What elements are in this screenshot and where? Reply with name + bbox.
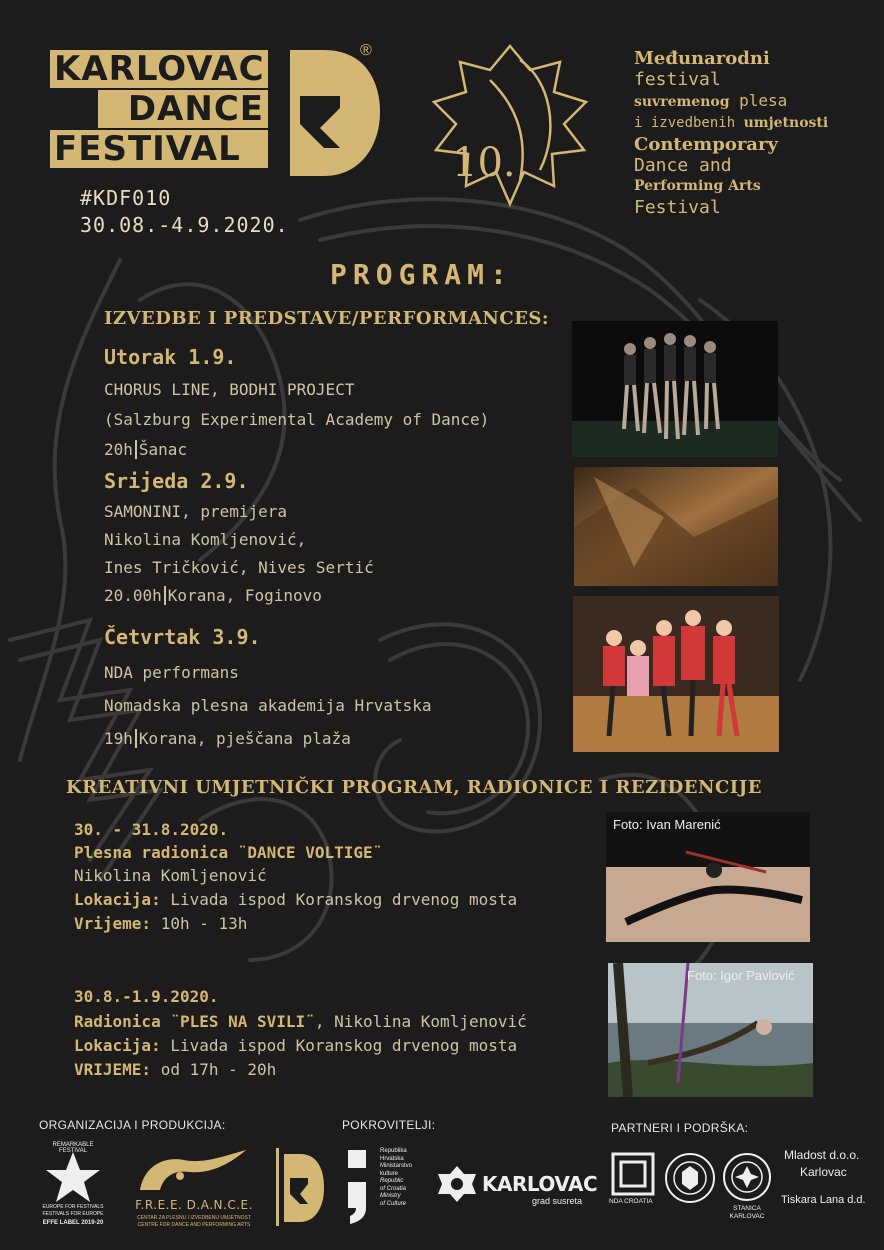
- day-3-line-1: NDA performans: [104, 663, 239, 682]
- ws1-title: Plesna radionica ¨DANCE VOLTIGE¨: [74, 843, 383, 862]
- day-2-line-2: Nikolina Komljenović,: [104, 530, 307, 549]
- ministry-logo-icon: [344, 1148, 374, 1224]
- day-2-line-1: SAMONINI, premijera: [104, 502, 288, 521]
- ws2-dates: 30.8.-1.9.2020.: [74, 987, 219, 1006]
- effe-line-4: EFFE LABEL 2019-20: [42, 1220, 104, 1226]
- day-1-line-1: CHORUS LINE, BODHI PROJECT: [104, 380, 355, 399]
- day-3-title: Četvrtak 3.9.: [104, 625, 261, 649]
- ws2-time: VRIJEME: od 17h - 20h: [74, 1060, 277, 1079]
- fest-line-1: Međunarodni: [634, 48, 770, 69]
- photo-samonini: [574, 467, 778, 586]
- sponsor-mladost-city: Karlovac: [800, 1165, 847, 1179]
- stanica-text: STANICA KARLOVAC: [729, 1205, 765, 1220]
- day-2-time-place: 20.00h Korana, Foginovo: [104, 586, 322, 605]
- tenth-edition-emblem-icon: [420, 40, 600, 215]
- free-dance-name: F.R.E.E. D.A.N.C.E.: [135, 1198, 253, 1212]
- ws1-dates: 30. - 31.8.2020.: [74, 820, 229, 839]
- day-2-line-3: Ines Tričković, Nives Sertić: [104, 558, 374, 577]
- fest-line-5: Contemporary: [634, 134, 778, 155]
- creative-title: KREATIVNI UMJETNIČKI PROGRAM, RADIONICE I REZIDENCIJE: [66, 777, 762, 798]
- ministry-text: Republika Hrvatska Ministarstvo kulture Republic of Croatia Ministry of Culture: [380, 1148, 413, 1207]
- day-2-title: Srijeda 2.9.: [104, 469, 249, 493]
- day-3-time-place: 19h Korana, pješčana plaža: [104, 729, 351, 748]
- ws2-location: Lokacija: Livada ispod Koranskog drvenog mosta: [74, 1036, 518, 1055]
- fest-line-7: Performing Arts: [634, 178, 761, 194]
- karlovac-star-icon: [434, 1164, 480, 1204]
- festival-dates: 30.08.-4.9.2020.: [80, 213, 289, 237]
- fest-line-6: Dance and: [634, 155, 732, 176]
- free-dance-sub-1: CENTAR ZA PLESNU I IZVEDBENU UMJETNOST: [137, 1215, 251, 1221]
- kdf-small-logo: [276, 1148, 326, 1226]
- karlovac-sub: grad susreta: [532, 1196, 583, 1206]
- logo-line-festival: FESTIVAL: [50, 130, 268, 168]
- registered-mark: ®: [360, 42, 372, 59]
- ws1-photo-credit: Foto: Ivan Marenić: [613, 817, 721, 832]
- effe-line-1: REMARKABLE FESTIVAL: [52, 1142, 94, 1154]
- program-title: PROGRAM:: [330, 258, 513, 291]
- day-1-line-2: (Salzburg Experimental Academy of Dance): [104, 410, 490, 429]
- sponsor-mladost: Mladost d.o.o.: [784, 1148, 860, 1162]
- fest-line-8: Festival: [634, 197, 721, 218]
- round-seal-logo-icon: [664, 1152, 716, 1204]
- fest-line-3: suvremenog plesa: [634, 91, 788, 110]
- ws1-author: Nikolina Komljenović: [74, 866, 267, 885]
- festival-description: [634, 48, 874, 218]
- day-1-time-place: 20h Šanac: [104, 440, 188, 459]
- gold-abstract-image: [574, 467, 778, 586]
- ws1-time: Vrijeme: 10h - 13h: [74, 914, 248, 933]
- aerial-silk-image: [608, 963, 813, 1097]
- karlovac-name: KARLOVAC: [482, 1172, 598, 1196]
- logo-line-dance: DANCE: [98, 90, 268, 128]
- org-label: ORGANIZACIJA I PRODUKCIJA:: [39, 1118, 226, 1132]
- fest-line-2: festival: [634, 69, 721, 90]
- effe-star-icon: [38, 1146, 108, 1206]
- fest-line-4: i izvedbenih umjetnosti: [634, 115, 829, 131]
- nda-dancers-image: [573, 596, 779, 752]
- photo-chorus-line: [572, 321, 778, 457]
- photo-ples-na-svili: [608, 963, 813, 1097]
- dancers-silhouette: [572, 321, 778, 457]
- patrons-label: POKROVITELJI:: [342, 1118, 436, 1132]
- day-1-title: Utorak 1.9.: [104, 345, 237, 369]
- free-dance-logo: [134, 1146, 254, 1232]
- nda-croatia-text: NDA CROATIA: [609, 1198, 653, 1205]
- sponsor-tiskara: Tiskara Lana d.d.: [781, 1194, 866, 1206]
- nda-croatia-logo-icon: [611, 1152, 655, 1196]
- festival-logo: [50, 50, 268, 170]
- hashtag: #KDF010: [80, 186, 172, 210]
- free-dance-swirl-icon: [134, 1146, 254, 1196]
- ws2-photo-credit: Foto: Igor Pavlović: [687, 968, 795, 983]
- photo-nda-performans: [573, 596, 779, 752]
- ws1-location: Lokacija: Livada ispod Koranskog drvenog mosta: [74, 890, 518, 909]
- kdf-logo-mark: [284, 46, 384, 180]
- effe-line-2: EUROPE FOR FESTIVALS: [42, 1204, 104, 1210]
- logo-line-karlovac: KARLOVAC: [50, 50, 268, 88]
- partners-label: PARTNERI I PODRŠKA:: [611, 1121, 749, 1135]
- effe-label-logo: [38, 1142, 108, 1232]
- free-dance-sub-2: CENTRE FOR DANCE AND PERFORMING ARTS: [137, 1222, 251, 1228]
- performances-title: IZVEDBE I PREDSTAVE/PERFORMANCES:: [104, 308, 550, 329]
- stanica-karlovac-logo-icon: [722, 1152, 772, 1202]
- edition-number: 10.: [452, 140, 516, 186]
- ws2-title: Radionica ¨PLES NA SVILI¨, Nikolina Komljenović: [74, 1012, 527, 1031]
- day-3-line-2: Nomadska plesna akademija Hrvatska: [104, 696, 432, 715]
- effe-line-3: FESTIVALS FOR EUROPE: [42, 1211, 104, 1217]
